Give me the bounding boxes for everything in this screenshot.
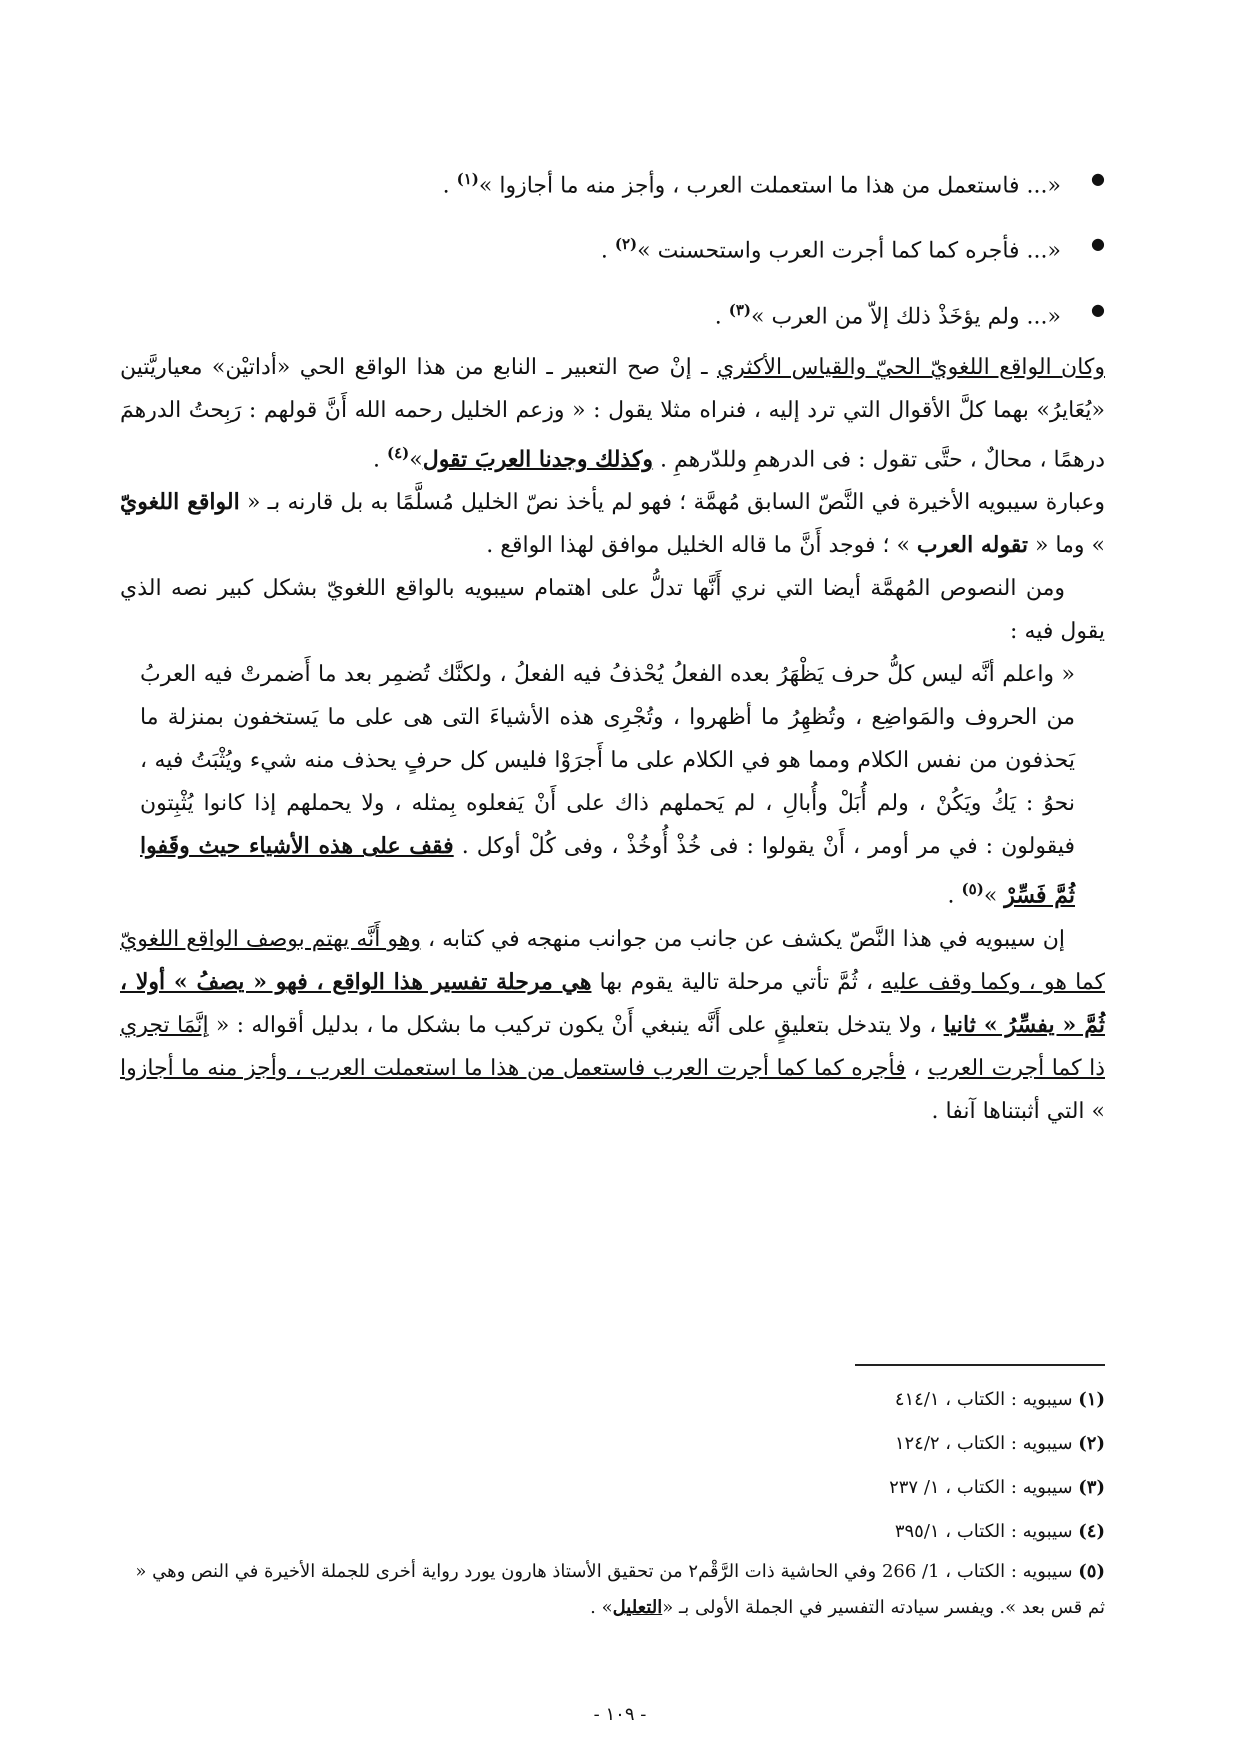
quote-list — [120, 150, 1105, 346]
footnote-ref[interactable]: (٣) — [728, 300, 752, 319]
footnote-ref[interactable]: (٤) — [386, 443, 410, 462]
footnote: (٤) سيبويه : الكتاب ، ٣٩٥/١ — [894, 1521, 1105, 1542]
footnote-ref[interactable]: (١) — [456, 170, 479, 188]
paragraph: إن سيبويه في هذا النَّصّ يكشف عن جانب من جوانب منهجه في كتابه ، وهو أَنَّه يهتم بوصف الواقع اللغويّ كما هو ، وكما وقف عليه ، ثُمَّ تأتي مرحلة تالية يقوم بها هي مرحلة تفسير هذا الواقع ، فهو « يصفُ » أولا ، ثُمَّ « يفسِّرُ » ثانيا ، ولا يتدخل بتعليقٍ على أَنَّه ينبغي أَنْ يكون تركيب ما بشكل ما ، بدليل أقواله : « إنَّمَا تجري ذا كما أجرت العرب ، فأجره كما كما أجرت العرب فاستعمل من هذا ما استعملت العرب ، وأجز منه ما أجازوا » التي أثبتناها آنفا . — [120, 926, 1105, 1124]
list-item: ● «... ولم يؤخَذْ ذلك إلاّ من العرب »$^{(٣)}$ . — [120, 281, 1105, 346]
list-item: ● «... فاستعمل من هذا ما استعملت العرب ، وأجز منه ما أجازوا »$^{(١)}$ . — [120, 150, 1105, 215]
footnote-ref[interactable]: (٢) — [614, 235, 638, 254]
paragraph: وكان الواقع اللغويّ الحيّ والقياس الأكثري ـ إنْ صح التعبير ـ النابع من هذا الواقع الحي «أداتيْن» معياريَّتين «يُعَايرُ» بهما كلَّ الأقوال التي ترد إليه ، فنراه مثلا يقول : « وزعم الخليل رحمه الله أَنَّ قولهم : رَبِحتُ الدرهمَ درهمًا ، محالٌ ، حتَّى تقول : فى الدرهمِ وللدّرهمِ . وكذلك وجدنا العربَ تقول»$^{(٤)}$ . — [120, 354, 1105, 473]
page-number: - ١٠٩ - — [593, 1704, 647, 1725]
footnote: (٣) سيبويه : الكتاب ، ١/ ٢٣٧ — [889, 1477, 1105, 1498]
footnote-ref[interactable]: (٥) — [961, 880, 984, 899]
footnote: (٢) سيبويه : الكتاب ، ١٢٤/٢ — [894, 1433, 1105, 1454]
footnote: (٥) سيبويه : الكتاب ، 1/ 266 وفي الحاشية ذات الرَّقْم٢ من تحقيق الأستاذ هارون يورد رواية أخرى للجملة الأخيرة في النص وهي « ثم قس بعد ». ويفسر سيادته التفسير في الجملة الأولى بـ «التعليل» . — [135, 1561, 1105, 1618]
footnote: (١) سيبويه : الكتاب ، ٤١٤/١ — [894, 1389, 1105, 1410]
footnotes — [120, 1378, 1105, 1626]
main-text — [120, 150, 1105, 1133]
footnote-separator — [855, 1364, 1105, 1366]
list-item: ● «... فأجره كما كما أجرت العرب واستحسنت »$^{(٢)}$ . — [120, 215, 1105, 280]
block-quote: « واعلم أنَّه ليس كلُّ حرف يَظْهَرُ بعده الفعلُ يُحْذفُ فيه الفعلُ ، ولكنَّك تُضمِر بعد ما أَضمرتْ فيه العربُ من الحروف والمَواضِع ، وتُظهِرُ ما أظهروا ، وتُجْرِى هذه الأشياءَ التى هى على ما يَستخفون بمنزلة ما يَحذفون من نفس الكلام ومما هو في الكلام على ما أَجرَوْا فليس كل حرفٍ يحذف منه شيء ويُثْبَتُ فيه ، نحوُ : يَكُ ويَكُنْ ، ولم أُبَلْ وأُبالِ ، لم يَحملهم ذاك على أَنْ يَفعلوه بِمثله ، ولا يحملهم إذا كانوا يُثْبِتون فيقولون : في مر أومر ، أَنْ يقولوا : فى خُذْ أُوخُذْ ، وفى كُلْ أوكل . فقف على هذه الأشياء حيث وقَفوا ثُمَّ فَسِّرْ »$^{(٥)}$ . — [140, 662, 1075, 909]
paragraph: ومن النصوص المُهمَّة أيضا التي نري أَنَّها تدلُّ على اهتمام سيبويه بالواقع اللغويّ بشكل كبير نصه الذي يقول فيه : — [120, 576, 1105, 645]
paragraph: وعبارة سيبويه الأخيرة في النَّصّ السابق مُهمَّة ؛ فهو لم يأخذ نصّ الخليل مُسلَّمًا به بل قارنه بـ « الواقع اللغويّ » وما « تقوله العرب » ؛ فوجد أَنَّ ما قاله الخليل موافق لهذا الواقع . — [120, 489, 1105, 559]
